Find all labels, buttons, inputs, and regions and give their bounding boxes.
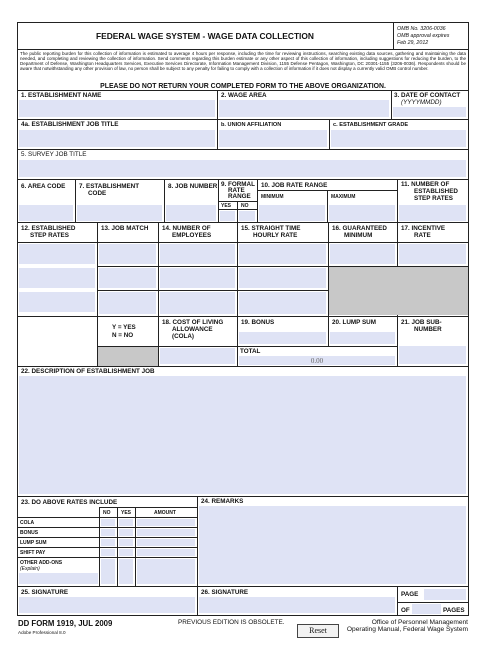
label-page: PAGE (401, 591, 419, 598)
label-include-bonus: BONUS (20, 530, 39, 536)
rate-maximum-input[interactable] (329, 205, 395, 221)
label-lump-sum: 20. LUMP SUM (332, 319, 376, 326)
rate-minimum-input[interactable] (259, 205, 325, 221)
cola-amount-input[interactable] (160, 348, 235, 364)
label-include-other: OTHER ADD-ONS (20, 560, 63, 566)
shaded-yes-no (98, 347, 158, 366)
label-include-lump-sum: LUMP SUM (20, 540, 47, 546)
signature-26-input[interactable] (199, 597, 395, 613)
employees-1-input[interactable] (160, 244, 235, 264)
shaded-area (329, 267, 468, 315)
cola-include-amount-input[interactable] (137, 519, 195, 526)
label-signature-26: 26. SIGNATURE (201, 589, 249, 596)
establishment-job-title-input[interactable] (19, 130, 215, 147)
label-establishment-job-title: 4a. ESTABLISHMENT JOB TITLE (21, 121, 119, 128)
label-include-yes: YES (121, 510, 132, 516)
label-establishment-code-1: 7. ESTABLISHMENT (79, 183, 140, 190)
header-divider (393, 22, 394, 49)
total-pages-input[interactable] (412, 604, 441, 614)
establishment-code-input[interactable] (77, 205, 162, 221)
label-number-of-employees-2: EMPLOYEES (172, 232, 212, 239)
employees-2-input[interactable] (160, 268, 235, 288)
union-affiliation-input[interactable] (219, 130, 327, 147)
label-establishment-grade: c. ESTABLISHMENT GRADE (333, 122, 409, 128)
label-wage-area: 2. WAGE AREA (221, 92, 267, 99)
step-rate-1-input[interactable] (19, 244, 95, 264)
frame-right (468, 22, 469, 616)
lump-sum-no-input[interactable] (101, 539, 115, 546)
label-formal-rate-2: RATE (228, 187, 245, 194)
omb-number: OMB No. 3206-0036 (397, 26, 446, 32)
label-cola-1: 18. COST OF LIVING (162, 319, 224, 326)
label-signature-25: 25. SIGNATURE (21, 589, 69, 596)
label-incentive-rate-1: 17. INCENTIVE (401, 225, 446, 232)
label-include-amount: AMOUNT (154, 510, 176, 516)
frame-bottom (17, 615, 469, 616)
employees-3-input[interactable] (160, 292, 235, 314)
label-cola-2: ALLOWANCE (172, 326, 213, 333)
label-step-rates-count-2: ESTABLISHED (414, 188, 458, 195)
bonus-include-amount-input[interactable] (137, 529, 195, 536)
label-formal-no: NO (241, 203, 249, 209)
label-job-description: 22. DESCRIPTION OF ESTABLISHMENT JOB (21, 368, 155, 375)
omb-date: Feb 29, 2012 (397, 40, 429, 46)
other-yes-input[interactable] (119, 559, 133, 584)
label-guaranteed-minimum-1: 16. GUARANTEED (332, 225, 387, 232)
software-credit: Adobe Professional 8.0 (18, 630, 66, 635)
hourly-rate-3-input[interactable] (239, 292, 326, 314)
job-match-3-input[interactable] (99, 292, 156, 314)
job-match-1-input[interactable] (99, 244, 156, 264)
form-number: DD FORM 1919, JUL 2009 (18, 619, 113, 628)
label-job-sub-number-1: 21. JOB SUB- (401, 319, 442, 326)
lump-sum-input[interactable] (330, 332, 395, 344)
label-include-shift-pay: SHIFT PAY (20, 550, 46, 556)
remarks-input[interactable] (199, 506, 466, 584)
job-sub-number-input[interactable] (399, 346, 466, 364)
label-explain: (Explain) (20, 566, 40, 572)
signature-25-input[interactable] (19, 597, 195, 613)
step-rate-3-input[interactable] (19, 292, 95, 312)
label-bonus: 19. BONUS (241, 319, 275, 326)
label-step-rates-count-3: STEP RATES (414, 195, 453, 202)
form-title: FEDERAL WAGE SYSTEM - WAGE DATA COLLECTION (96, 31, 314, 41)
label-job-sub-number-2: NUMBER (414, 326, 442, 333)
burden-statement: The public reporting burden for this collection of information is estimated to average 4 hours per response, including the time for reviewing instructions, searching existing data sources, gathering and maintaining the data needed, and completing and reviewing the collection of information. Send comments regarding this burden estimate or any other aspect of this collection of information, including suggestions for reducing the burden, to the Department of Defense, Washington Headquarters Services, Executive Services Directorate, Information Management Division, 1155 Defense Pentagon, Washington, DC 20301-1155 (3206-0036). Respondents should be aware that notwithstanding any other provision of law, no person shall be subject to any penalty for failing to comply with a collection of information if it does not display a currently valid OMB control number. (20, 51, 466, 72)
opm-office: Office of Personnel Management (371, 619, 468, 626)
hourly-rate-2-input[interactable] (239, 268, 326, 288)
job-number-input[interactable] (166, 205, 216, 221)
label-job-number: 8. JOB NUMBER (168, 183, 218, 190)
incentive-rate-input[interactable] (399, 244, 466, 264)
job-match-2-input[interactable] (99, 268, 156, 288)
job-description-input[interactable] (19, 376, 466, 494)
label-formal-rate-1: 9. FORMAL (221, 181, 255, 188)
label-area-code: 6. AREA CODE (21, 183, 66, 190)
step-rate-2-input[interactable] (19, 268, 95, 288)
omb-approval: OMB approval expires (397, 33, 450, 39)
other-addons-explain-input[interactable] (19, 573, 98, 584)
total-value: 0.00 (310, 357, 324, 365)
return-notice: PLEASE DO NOT RETURN YOUR COMPLETED FORM TO THE ABOVE ORGANIZATION. (100, 83, 386, 90)
label-include-no: NO (103, 510, 111, 516)
label-job-rate-range: 10. JOB RATE RANGE (261, 182, 328, 189)
other-include-amount-input[interactable] (137, 559, 195, 584)
label-of: OF (401, 607, 410, 614)
label-cola-3: (COLA) (172, 333, 195, 340)
label-no-legend: N = NO (112, 332, 134, 339)
hourly-rate-1-input[interactable] (239, 244, 326, 264)
label-step-rates-count-1: 11. NUMBER OF (401, 181, 450, 188)
opm-manual: Operating Manual, Federal Wage System (346, 626, 468, 633)
label-straight-time-1: 15. STRAIGHT TIME (241, 225, 301, 232)
label-date-of-contact: 3. DATE OF CONTACT (394, 92, 461, 99)
date-format-hint: (YYYYMMDD) (401, 99, 442, 106)
frame-top (17, 22, 469, 23)
label-guaranteed-minimum-2: MINIMUM (344, 232, 373, 239)
label-formal-rate-3: RANGE (228, 193, 251, 200)
obsolete-notice: PREVIOUS EDITION IS OBSOLETE. (178, 619, 285, 626)
label-straight-time-2: HOURLY RATE (253, 232, 298, 239)
bonus-yes-input[interactable] (119, 529, 133, 536)
label-total: TOTAL (240, 348, 261, 355)
header-rule (17, 49, 469, 50)
label-include-cola: COLA (20, 520, 35, 526)
other-no-input[interactable] (101, 559, 115, 584)
formal-rate-no-checkbox[interactable] (239, 211, 255, 221)
wage-area-input[interactable] (219, 100, 389, 117)
label-established-step-rates-1: 12. ESTABLISHED (21, 225, 76, 232)
label-survey-job-title: 5. SURVEY JOB TITLE (21, 151, 87, 158)
label-established-step-rates-2: STEP RATES (30, 232, 69, 239)
bonus-input[interactable] (239, 332, 326, 344)
lump-sum-include-amount-input[interactable] (137, 539, 195, 546)
establishment-grade-input[interactable] (331, 130, 466, 147)
label-union-affiliation: b. UNION AFFILIATION (221, 122, 282, 128)
label-pages: PAGES (443, 607, 465, 614)
label-job-match: 13. JOB MATCH (101, 225, 149, 232)
survey-job-title-input[interactable] (19, 160, 466, 177)
lump-sum-yes-input[interactable] (119, 539, 133, 546)
label-do-rates-include: 23. DO ABOVE RATES INCLUDE (21, 499, 118, 506)
area-code-input[interactable] (19, 205, 73, 221)
page-number-input[interactable] (424, 589, 466, 600)
label-yes-legend: Y = YES (112, 324, 136, 331)
label-establishment-code-2: CODE (88, 190, 107, 197)
label-establishment-name: 1. ESTABLISHMENT NAME (21, 92, 102, 99)
label-remarks: 24. REMARKS (201, 498, 244, 505)
reset-button[interactable]: Reset (297, 624, 339, 638)
date-of-contact-input[interactable] (393, 107, 466, 117)
shift-pay-include-amount-input[interactable] (137, 549, 195, 556)
cola-no-input[interactable] (101, 519, 115, 526)
step-rates-count-input[interactable] (399, 205, 466, 221)
shift-pay-no-input[interactable] (101, 549, 115, 556)
label-minimum: MINIMUM (261, 194, 284, 200)
label-number-of-employees-1: 14. NUMBER OF (162, 225, 211, 232)
establishment-name-input[interactable] (19, 100, 215, 117)
shift-pay-yes-input[interactable] (119, 549, 133, 556)
bonus-no-input[interactable] (101, 529, 115, 536)
label-incentive-rate-2: RATE (414, 232, 431, 239)
label-maximum: MAXIMUM (331, 194, 356, 200)
guaranteed-minimum-input[interactable] (330, 244, 395, 264)
cola-yes-input[interactable] (119, 519, 133, 526)
formal-rate-yes-checkbox[interactable] (220, 211, 235, 221)
label-formal-yes: YES (221, 203, 232, 209)
